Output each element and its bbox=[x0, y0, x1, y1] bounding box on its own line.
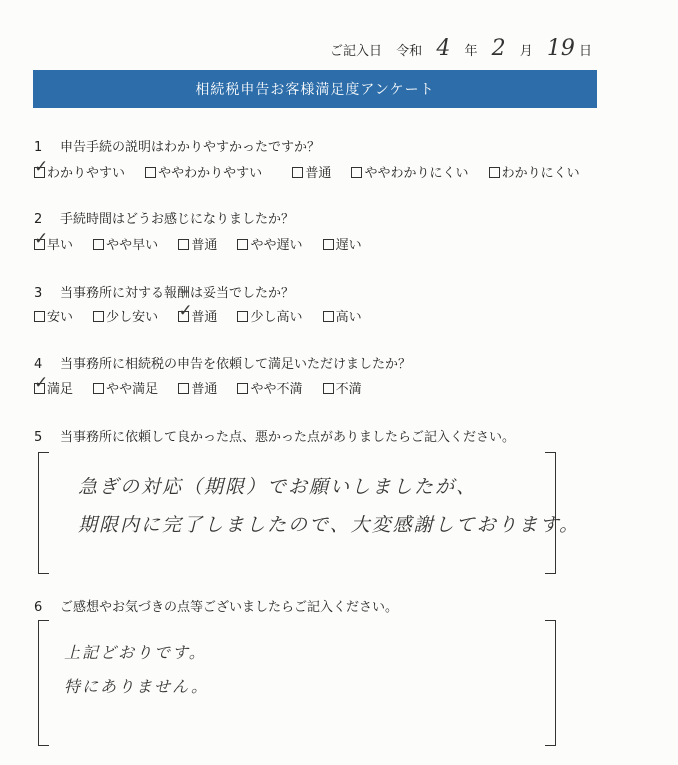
day-unit: 日 bbox=[579, 44, 593, 59]
option-label: 普通 bbox=[305, 166, 332, 181]
handwritten-answer-line: 特にありません。 bbox=[64, 677, 209, 696]
question-text: 手続時間はどうお感じになりましたか？ bbox=[60, 212, 295, 227]
month-unit: 月 bbox=[519, 44, 533, 59]
handwritten-answer-line: 期限内に完了しましたので、大変感謝しております。 bbox=[78, 514, 581, 536]
option[interactable] bbox=[489, 162, 580, 181]
year-value: 4 bbox=[436, 36, 451, 61]
question-number: 3 bbox=[34, 286, 43, 301]
question-6 bbox=[34, 596, 398, 615]
option[interactable] bbox=[178, 378, 217, 397]
option[interactable] bbox=[292, 162, 331, 181]
question-number: 1 bbox=[34, 140, 43, 155]
question-2-options bbox=[34, 229, 378, 253]
question-text: 当事務所に相続税の申告を依頼して満足いただけましたか？ bbox=[60, 357, 412, 372]
option[interactable] bbox=[34, 373, 74, 397]
question-number: 2 bbox=[34, 212, 43, 227]
entry-date bbox=[330, 36, 592, 61]
bracket-right bbox=[545, 620, 556, 746]
checkbox[interactable] bbox=[323, 311, 334, 322]
question-2 bbox=[34, 208, 294, 227]
checkbox[interactable] bbox=[93, 383, 104, 394]
checkbox[interactable] bbox=[178, 383, 189, 394]
checkbox[interactable] bbox=[489, 167, 500, 178]
checkbox[interactable] bbox=[237, 383, 248, 394]
question-3-options bbox=[34, 301, 378, 325]
question-text: 申告手続の説明はわかりやすかったですか？ bbox=[60, 140, 321, 155]
option-label: 少し高い bbox=[250, 310, 303, 325]
checkbox[interactable] bbox=[34, 311, 45, 322]
checkbox[interactable] bbox=[292, 167, 303, 178]
survey-title-banner bbox=[33, 70, 597, 108]
option-label: 遅い bbox=[335, 238, 362, 253]
option[interactable] bbox=[351, 162, 468, 181]
question-text: 当事務所に依頼して良かった点、悪かった点がありましたらご記入ください。 bbox=[60, 430, 516, 445]
check-mark-icon: ✓ bbox=[34, 229, 49, 249]
checkbox[interactable] bbox=[93, 311, 104, 322]
checkbox[interactable] bbox=[145, 167, 156, 178]
question-1-options bbox=[34, 157, 596, 181]
option-label: わかりにくい bbox=[501, 166, 580, 181]
option[interactable] bbox=[237, 378, 302, 397]
checkbox[interactable] bbox=[237, 311, 248, 322]
option[interactable] bbox=[178, 301, 218, 325]
option-label: 普通 bbox=[191, 382, 218, 397]
option[interactable] bbox=[323, 234, 362, 253]
era: 令和 bbox=[396, 44, 423, 59]
option-label: やや満足 bbox=[106, 382, 159, 397]
question-number: 5 bbox=[34, 430, 43, 445]
question-3 bbox=[34, 282, 294, 301]
checkbox[interactable] bbox=[34, 373, 49, 394]
handwritten-answer-line: 急ぎの対応（期限）でお願いしましたが、 bbox=[78, 476, 478, 498]
option[interactable] bbox=[237, 234, 302, 253]
option[interactable] bbox=[237, 306, 302, 325]
option-label: 普通 bbox=[191, 310, 218, 325]
checkbox[interactable] bbox=[34, 157, 49, 178]
option[interactable] bbox=[93, 234, 158, 253]
option-label: 安い bbox=[47, 310, 74, 325]
day-value: 19 bbox=[546, 36, 575, 61]
handwritten-answer-line: 上記どおりです。 bbox=[64, 643, 207, 662]
question-6-answer-box[interactable] bbox=[38, 620, 556, 746]
option[interactable] bbox=[34, 306, 73, 325]
option[interactable] bbox=[34, 229, 74, 253]
question-4-options bbox=[34, 373, 378, 397]
option-label: やや不満 bbox=[250, 382, 303, 397]
checkbox[interactable] bbox=[178, 239, 189, 250]
option[interactable] bbox=[93, 306, 158, 325]
option[interactable] bbox=[323, 306, 362, 325]
checkbox[interactable] bbox=[237, 239, 248, 250]
option[interactable] bbox=[178, 234, 217, 253]
question-1 bbox=[34, 136, 320, 155]
option-label: ややわかりやすい bbox=[158, 166, 263, 181]
question-number: 4 bbox=[34, 357, 43, 372]
option[interactable] bbox=[323, 378, 362, 397]
check-mark-icon: ✓ bbox=[178, 301, 193, 321]
option-label: 高い bbox=[335, 310, 362, 325]
bracket-left bbox=[38, 452, 49, 574]
checkbox[interactable] bbox=[34, 229, 49, 250]
question-5 bbox=[34, 426, 515, 445]
option-label: わかりやすい bbox=[47, 166, 126, 181]
question-4 bbox=[34, 353, 411, 372]
checkbox[interactable] bbox=[323, 239, 334, 250]
option-label: 少し安い bbox=[106, 310, 159, 325]
checkbox[interactable] bbox=[93, 239, 104, 250]
question-text: ご感想やお気づきの点等ございましたらご記入ください。 bbox=[60, 600, 399, 615]
year-unit: 年 bbox=[464, 44, 478, 59]
option-label: やや遅い bbox=[250, 238, 303, 253]
bracket-left bbox=[38, 620, 49, 746]
checkbox[interactable] bbox=[351, 167, 362, 178]
month-value: 2 bbox=[491, 36, 506, 61]
option-label: 不満 bbox=[335, 382, 362, 397]
question-5-answer-box[interactable] bbox=[38, 452, 581, 574]
option[interactable] bbox=[145, 162, 262, 181]
option[interactable] bbox=[34, 157, 126, 181]
option-label: 早い bbox=[47, 238, 74, 253]
option[interactable] bbox=[93, 378, 158, 397]
checkbox[interactable] bbox=[323, 383, 334, 394]
question-text: 当事務所に対する報酬は妥当でしたか？ bbox=[60, 286, 295, 301]
option-label: 満足 bbox=[47, 382, 74, 397]
option-label: やや早い bbox=[106, 238, 159, 253]
check-mark-icon: ✓ bbox=[34, 373, 49, 393]
check-mark-icon: ✓ bbox=[34, 157, 49, 177]
survey-title: 相続税申告お客様満足度アンケート bbox=[195, 82, 435, 98]
checkbox[interactable] bbox=[178, 301, 193, 322]
date-label: ご記入日 bbox=[330, 44, 383, 59]
question-number: 6 bbox=[34, 600, 43, 615]
option-label: 普通 bbox=[191, 238, 218, 253]
option-label: ややわかりにくい bbox=[364, 166, 469, 181]
